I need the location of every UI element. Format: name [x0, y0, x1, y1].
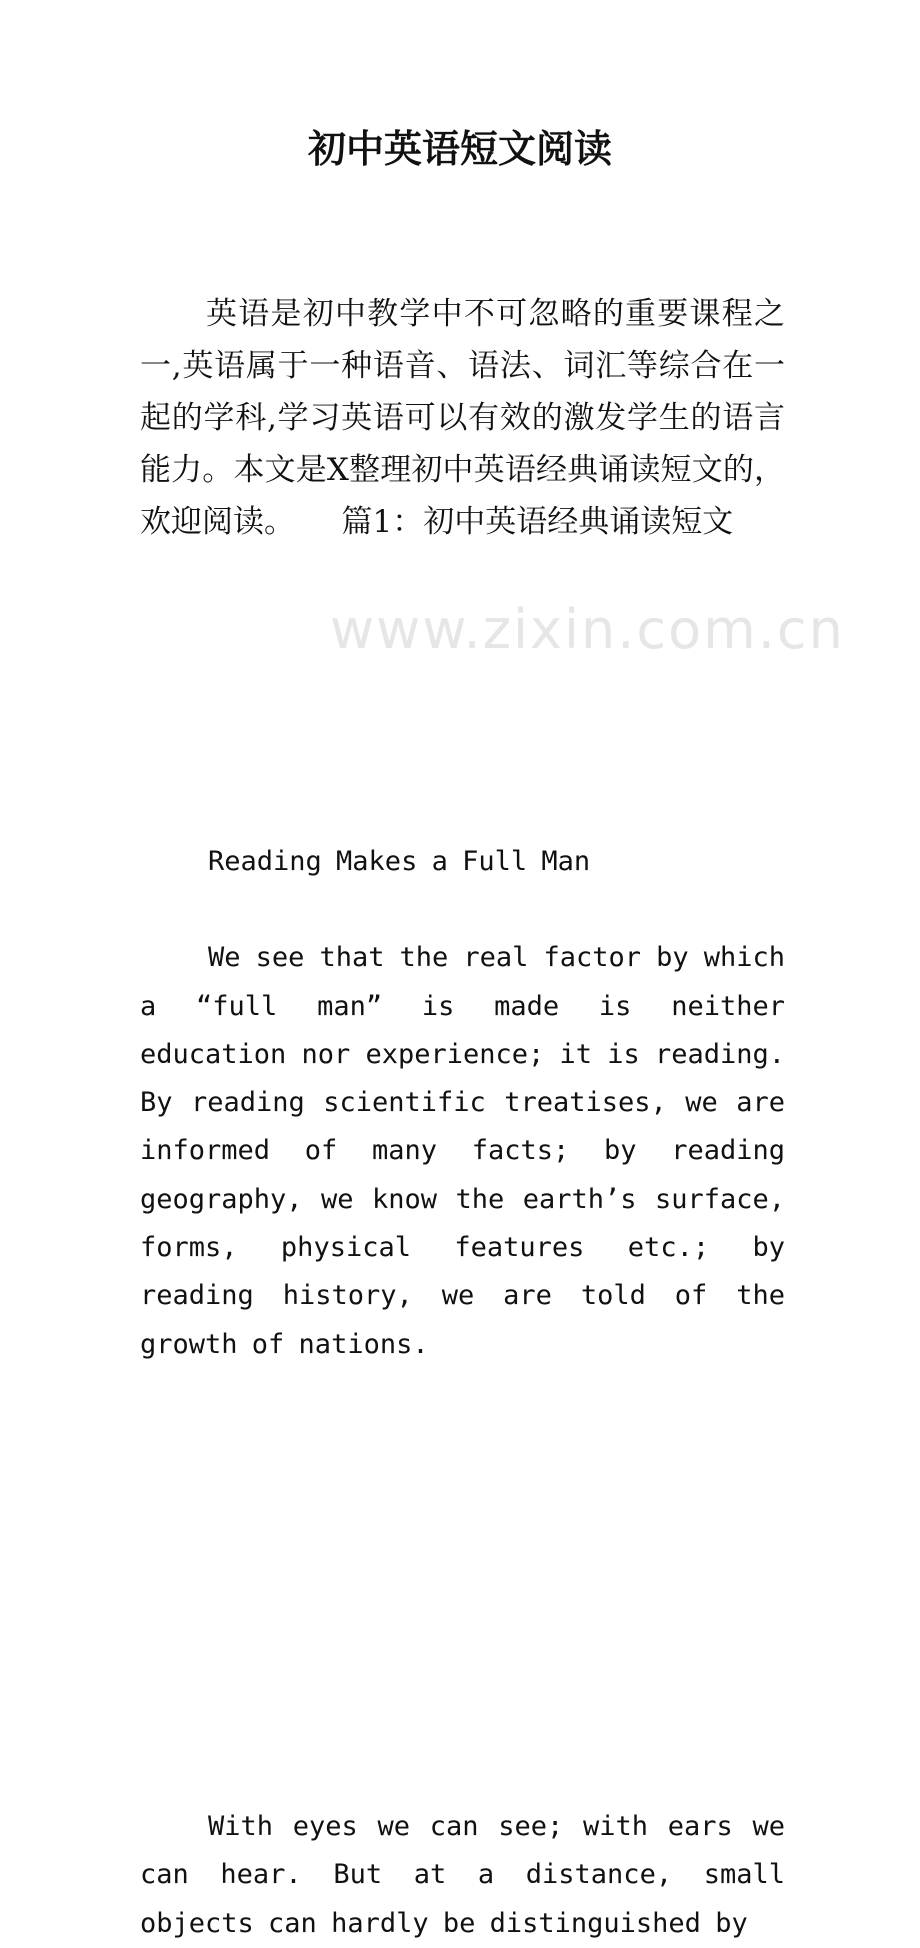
page-title: 初中英语短文阅读 [307, 126, 612, 171]
article-title: Reading Makes a Full Man [208, 846, 591, 877]
article-paragraph-1: We see that the real factor by which a “full man” is made is neither education nor experience; it is reading. By reading scientific treatises, we are informed of many facts; by reading geography, we know the earth’s surface, forms, physical features etc.; by reading history, we are told of the growth of nations. [140, 942, 785, 1360]
watermark: www.zixin.com.cn [330, 598, 845, 661]
intro-paragraph: 英语是初中教学中不可忽略的重要课程之一,英语属于一种语音、语法、词汇等综合在一起的学科,学习英语可以有效的激发学生的语言能力。本文是X整理初中英语经典诵读短文的，欢迎阅读。 篇1：初中英语经典诵读短文 [140, 296, 785, 540]
article-paragraph-2: With eyes we can see; with ears we can hear. But at a distance, small objects can hardly be distinguished by [140, 1810, 785, 1939]
